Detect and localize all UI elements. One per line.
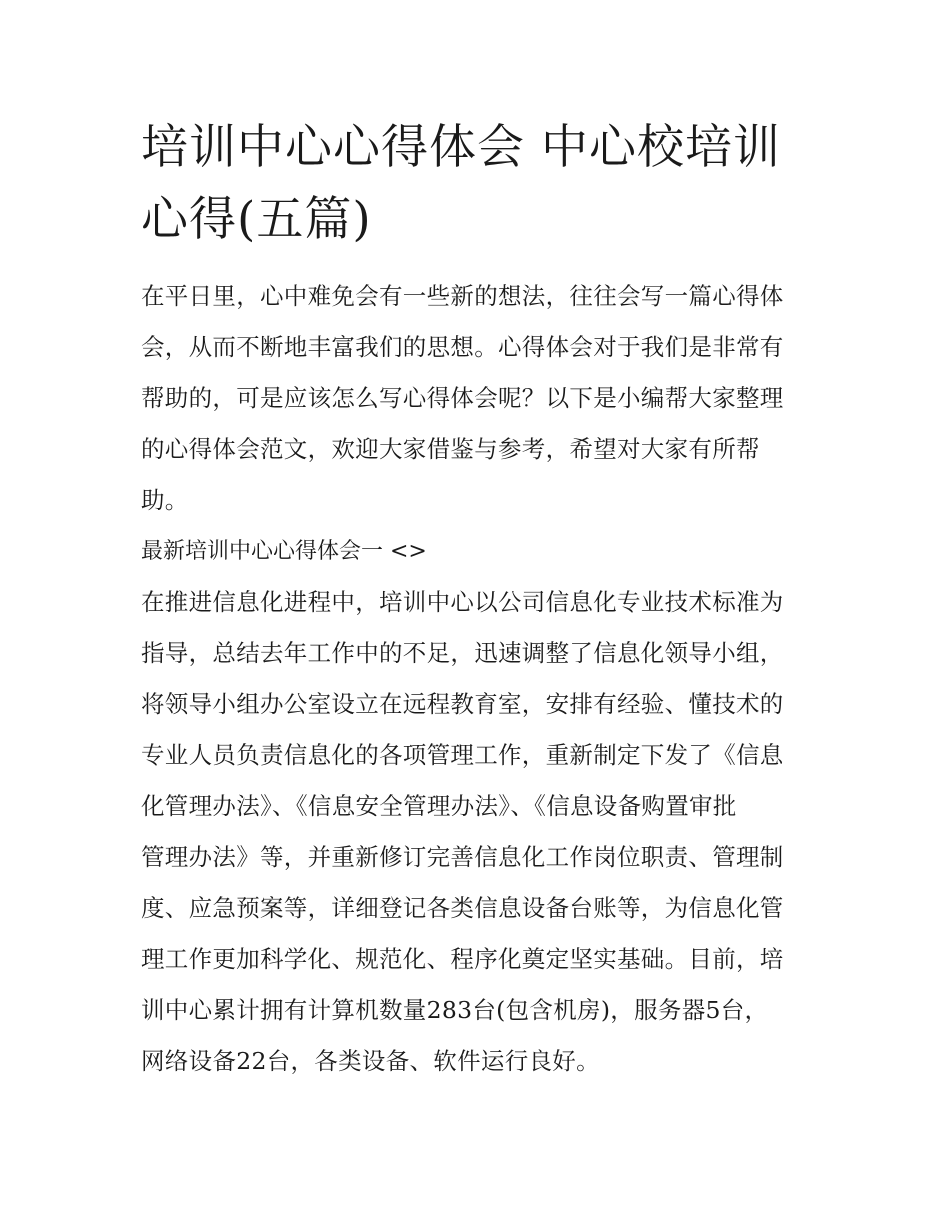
title-line: 培训中心心得体会 中心校培训 (141, 120, 781, 175)
text-line: 助。 (141, 486, 189, 514)
text-line: 在推进信息化进程中，培训中心以公司信息化专业技术标准为 (141, 588, 784, 616)
text-line: 帮助的，可是应该怎么写心得体会呢？以下是小编帮大家整理 (141, 384, 784, 412)
intro-paragraph (141, 271, 821, 526)
section-heading: 最新培训中心心得体会一 <> (141, 539, 427, 564)
text-line: 将领导小组办公室设立在远程教育室，安排有经验、懂技术的 (141, 690, 784, 718)
text-line: 会，从而不断地丰富我们的思想。心得体会对于我们是非常有 (141, 333, 784, 361)
text-line: 的心得体会范文，欢迎大家借鉴与参考，希望对大家有所帮 (141, 435, 760, 463)
text-line: 理工作更加科学化、规范化、程序化奠定坚实基础。目前，培 (141, 945, 784, 973)
text-line: 专业人员负责信息化的各项管理工作，重新制定下发了《信息 (141, 741, 784, 769)
text-line: 指导，总结去年工作中的不足，迅速调整了信息化领导小组， (141, 639, 784, 667)
body-paragraph (141, 577, 821, 1087)
text-line: 管理办法》等，并重新修订完善信息化工作岗位职责、管理制 (141, 843, 784, 871)
text-line: 网络设备22台，各类设备、软件运行良好。 (141, 1047, 600, 1075)
document-title (141, 112, 821, 256)
text-line: 训中心累计拥有计算机数量283台(包含机房)，服务器5台， (141, 996, 769, 1024)
text-line: 在平日里，心中难免会有一些新的想法，往往会写一篇心得体 (141, 282, 784, 310)
title-line: 心得(五篇) (141, 192, 372, 247)
text-line: 度、应急预案等，详细登记各类信息设备台账等，为信息化管 (141, 894, 784, 922)
document-page (141, 112, 821, 1087)
text-line: 化管理办法》、《信息安全管理办法》、《信息设备购置审批 (141, 792, 737, 820)
